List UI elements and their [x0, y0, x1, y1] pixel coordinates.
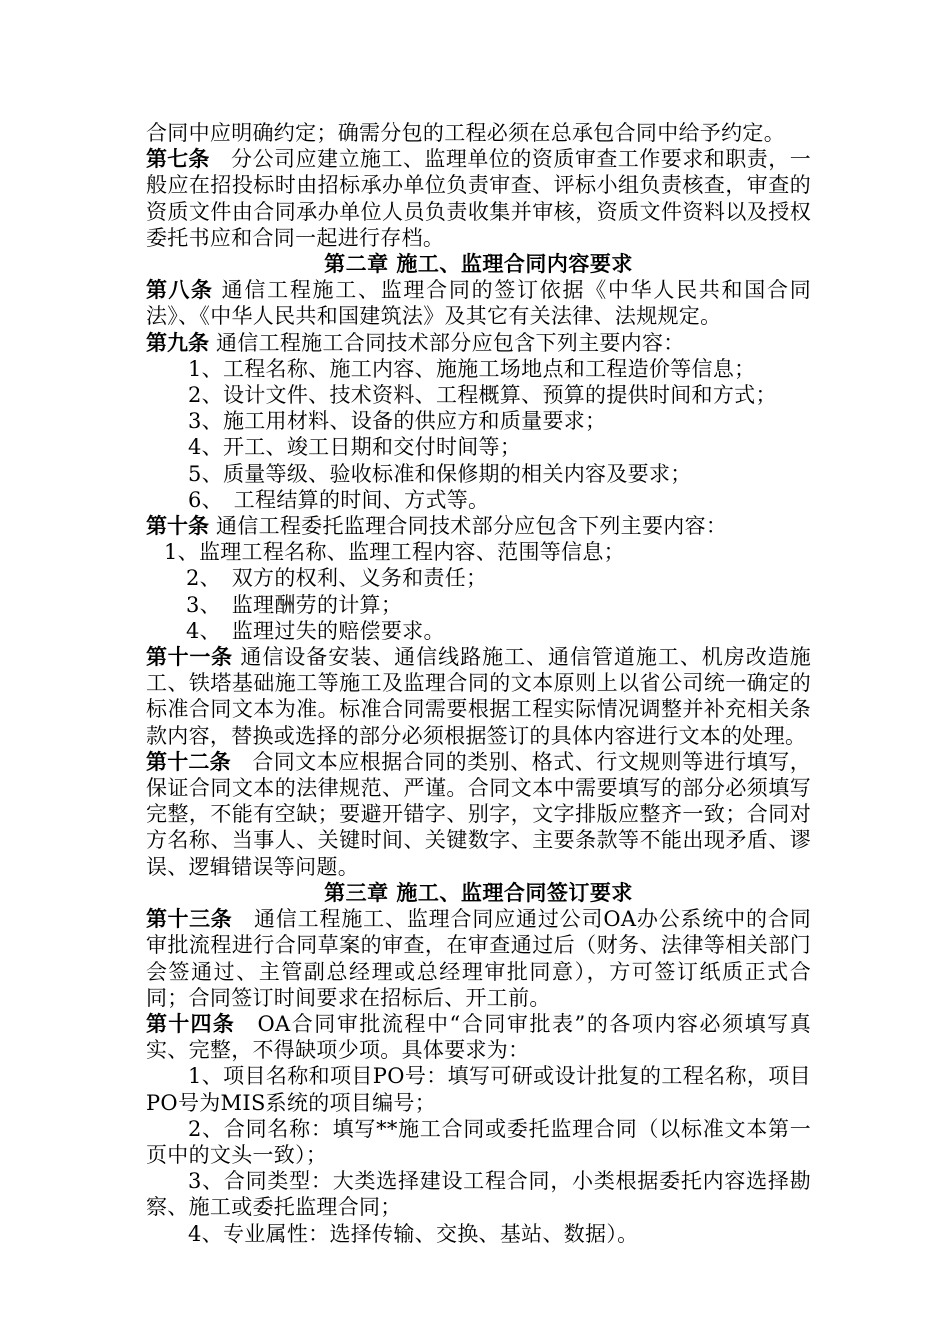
chapter-3-heading: 第三章 施工、监理合同签订要求 [324, 880, 633, 905]
article-text: 合同文本应根据合同的类别、格式、行文规则等进行填写，保证合同文本的法律规范、严谨。合同文本中需要填写的部分必须填写完整，不能有空缺；要避开错字、别字，文字排版应整齐一致；合同对方名称、当事人、关键时间、关键数字、主要条款等不能出现矛盾、谬误、逻辑错误等问题。 [146, 749, 811, 879]
article-12 [146, 749, 811, 880]
article-label: 第十一条 [146, 645, 233, 670]
article-text: 通信工程委托监理合同技术部分应包含下列主要内容： [215, 514, 728, 539]
article-8 [146, 277, 811, 329]
article-label: 第十三条 [146, 907, 233, 932]
article-label: 第十四条 [146, 1011, 235, 1036]
article-text: OA合同审批流程中“合同审批表”的各项内容必须填写真实、完整，不得缺项少项。具体要求为： [146, 1011, 812, 1063]
list-item: 2、设计文件、技术资料、工程概算、预算的提供时间和方式； [188, 383, 777, 408]
article-label: 第十二条 [146, 749, 231, 774]
article-label: 第七条 [146, 147, 210, 172]
list-item: 4、专业属性：选择传输、交换、基站、数据）。 [188, 1221, 639, 1246]
paragraph-intro: 合同中应明确约定；确需分包的工程必须在总承包合同中给予约定。 [146, 121, 785, 145]
article-11 [146, 644, 811, 749]
list-item: 3、合同类型：大类选择建设工程合同，小类根据委托内容选择勘察、施工或委托监理合同； [146, 1169, 811, 1220]
article-text: 通信工程施工、监理合同应通过公司OA办公系统中的合同审批流程进行合同草案的审查，在审查通过后（财务、法律等相关部门会签通过、主管副总经理或总经理审批同意），方可签订纸质正式合同；合同签订时间要求在招标后、开工前。 [146, 907, 811, 1010]
list-item: 4、 监理过失的赔偿要求。 [186, 618, 445, 643]
article-text: 通信工程施工、监理合同的签订依据《中华人民共和国合同法》、《中华人民共和国建筑法》及其它有关法律、法规规定。 [146, 278, 811, 329]
list-item: 6、 工程结算的时间、方式等。 [188, 487, 490, 512]
list-item: 1、工程名称、施工内容、施施工场地点和工程造价等信息； [188, 356, 756, 381]
article-10 [146, 513, 811, 539]
article-text: 分公司应建立施工、监理单位的资质审查工作要求和职责，一般应在招投标时由招标承办单位负责审查、评标小组负责核查，审查的资质文件由合同承办单位人员负责收集并审核，资质文件资料以及授权委托书应和合同一起进行存档。 [146, 147, 811, 250]
article-7 [146, 146, 811, 251]
article-label: 第十条 [146, 514, 209, 539]
list-item: 2、 双方的权利、义务和责任； [186, 566, 488, 591]
article-text: 通信工程施工合同技术部分应包含下列主要内容： [215, 330, 685, 355]
list-item: 4、开工、竣工日期和交付时间等； [188, 435, 522, 460]
article-13 [146, 906, 811, 1011]
article-label: 第八条 [146, 278, 214, 303]
article-9 [146, 330, 811, 356]
list-item: 3、施工用材料、设备的供应方和质量要求； [188, 409, 607, 434]
list-item: 3、 监理酬劳的计算； [186, 592, 403, 617]
list-item: 1、项目名称和项目PO号：填写可研或设计批复的工程名称，项目PO号为MIS系统的项目编号； [146, 1064, 811, 1115]
article-text: 通信设备安装、通信线路施工、通信管道施工、机房改造施工、铁塔基础施工等施工及监理合同的文本原则上以省公司统一确定的标准合同文本为准。标准合同需要根据工程实际情况调整并补充相关条款内容，替换或选择的部分必须根据签订的具体内容进行文本的处理。 [146, 645, 811, 748]
article-14 [146, 1011, 811, 1063]
document-page [146, 120, 811, 1247]
list-item: 2、合同名称：填写**施工合同或委托监理合同（以标准文本第一页中的文头一致）； [146, 1116, 811, 1167]
list-item: 1、监理工程名称、监理工程内容、范围等信息； [164, 540, 625, 565]
article-label: 第九条 [146, 330, 209, 355]
chapter-2-heading: 第二章 施工、监理合同内容要求 [324, 252, 633, 277]
list-item: 5、质量等级、验收标准和保修期的相关内容及要求； [188, 461, 692, 486]
